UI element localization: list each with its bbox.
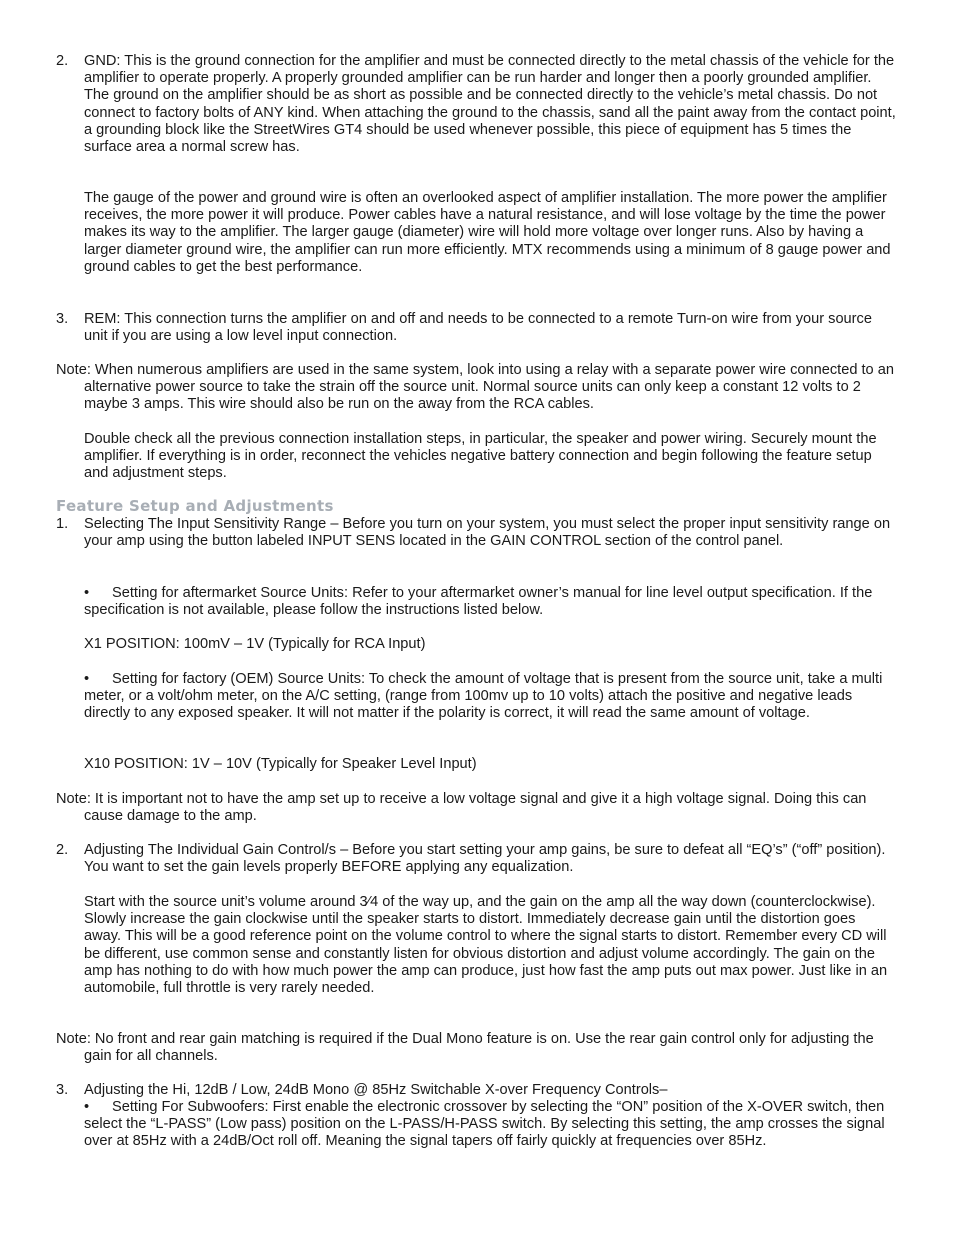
- section-heading: Feature Setup and Adjustments: [56, 497, 334, 515]
- bullet-mark: •: [84, 671, 90, 687]
- list-item-gnd: [56, 53, 896, 156]
- bullet-mark: •: [84, 1099, 90, 1115]
- bullet-text: Setting for aftermarket Source Units: Refer to your aftermarket owner’s manual for line level output specification. If the specification is not available, please follow the instructions listed below.: [84, 585, 873, 619]
- item-text: Selecting The Input Sensitivity Range – Before you turn on your system, you must select the proper input sensitivity range on your amp using the button labeled INPUT SENS located in the GAIN CONTROL section of the control panel.: [84, 516, 891, 550]
- item-number: 3.: [56, 311, 69, 327]
- bullet-subwoofers: [84, 1099, 896, 1151]
- note-text: Note: When numerous amplifiers are used in the same system, look into using a relay with a separate power wire connected to an alternative power source to take the strain off the source unit. Normal source units can only keep a constant 12 volts to 2 maybe 3 amps. This wire should also be run on the away from the RCA cables.: [56, 362, 894, 413]
- list-item-input-sensitivity: [56, 516, 896, 550]
- volume-paragraph: Start with the source unit’s volume around 3⁄4 of the way up, and the gain on the amp all the way down (counterclockwise). Slowly increase the gain clockwise until the speaker starts to distort. Immediately decrease gain until the distortion goes away. This will be a good reference point on the volume control to where the signal starts to distort. Remember every CD will be different, use common sense and constantly listen for obvious distortion and adjust volume accordingly. The gain on the amp has nothing to do with how much power the amp can produce, just how fast the amp puts out max power. Just like in an automobile, full throttle is very rarely needed.: [84, 894, 888, 997]
- item-text: REM: This connection turns the amplifier on and off and needs to be connected to a remote Turn-on wire from your source unit if you are using a low level input connection.: [84, 311, 872, 345]
- list-item-rem: [56, 311, 896, 345]
- bullet-text: Setting for factory (OEM) Source Units: To check the amount of voltage that is present from the source unit, take a multi meter, or a volt/ohm meter, on the A/C setting, (range from 100mv up to 10 volts) attach the positive and negative leads directly to any exposed speaker. It will not matter if the polarity is correct, it will read the same amount of voltage.: [84, 671, 883, 722]
- item-text: Adjusting The Individual Gain Control/s – Before you start setting your amp gains, be sure to defeat all “EQ’s” (“off” position). You want to set the gain levels properly BEFORE applying any equalization.: [84, 842, 886, 876]
- x10-position: X10 POSITION: 1V – 10V (Typically for Speaker Level Input): [84, 756, 477, 772]
- item-text: Adjusting the Hi, 12dB / Low, 24dB Mono @ 85Hz Switchable X-over Frequency Controls–: [84, 1082, 668, 1098]
- item-number: 1.: [56, 516, 69, 532]
- list-item-gain-control: [56, 842, 896, 876]
- bullet-oem: [84, 671, 896, 723]
- double-check-paragraph: Double check all the previous connection installation steps, in particular, the speaker and power wiring. Securely mount the amplifier. If everything is in order, reconnect the vehicles negative battery connection and begin following the feature setup and adjustment steps.: [84, 431, 877, 482]
- bullet-mark: •: [84, 585, 90, 601]
- note-voltage: [56, 791, 896, 825]
- item-text: GND: This is the ground connection for the amplifier and must be connected directly to the metal chassis of the vehicle for the amplifier to operate properly. A properly grounded amplifier can be run harder and longer then a poorly grounded amplifier. The ground on the amplifier should be as short as possible and be connected directly to the vehicle’s metal chassis. Do not connect to factory bolts of ANY kind. When attaching the ground to the chassis, sand all the paint away from the contact point, a grounding block like the StreetWires GT4 should be used whenever possible, this piece of equipment has 5 times the surface area a normal screw has.: [84, 53, 896, 156]
- note-relay: [56, 362, 896, 414]
- note-text: Note: It is important not to have the amp set up to receive a low voltage signal and give it a high voltage signal. Doing this can cause damage to the amp.: [56, 791, 867, 825]
- item-number: 3.: [56, 1082, 69, 1098]
- list-item-crossover: [56, 1082, 896, 1099]
- bullet-text: Setting For Subwoofers: First enable the electronic crossover by selecting the “ON” position of the X-OVER switch, then select the “L-PASS” (Low pass) position on the L-PASS/H-PASS switch. By selecting this setting, the amp crosses the signal over at 85Hz with a 24dB/Oct roll off. Meaning the signal tapers off fairly quickly at frequencies over 85Hz.: [84, 1099, 885, 1150]
- x1-position: X1 POSITION: 100mV – 1V (Typically for RCA Input): [84, 636, 426, 652]
- note-dual-mono: [56, 1031, 896, 1065]
- bullet-aftermarket: [84, 585, 896, 619]
- note-text: Note: No front and rear gain matching is required if the Dual Mono feature is on. Use the rear gain control only for adjusting the gain for all channels.: [56, 1031, 874, 1065]
- gauge-paragraph: The gauge of the power and ground wire is often an overlooked aspect of amplifier installation. The more power the amplifier receives, the more power it will produce. Power cables have a natural resistance, and will lose voltage by the time the power makes its way to the amplifier. The larger gauge (diameter) wire will hold more voltage over longer runs. Also by having a larger diameter ground wire, the amplifier can run more efficiently. MTX recommends using a minimum of 8 gauge power and ground cables to get the best performance.: [84, 190, 891, 275]
- item-number: 2.: [56, 842, 69, 858]
- item-number: 2.: [56, 53, 69, 69]
